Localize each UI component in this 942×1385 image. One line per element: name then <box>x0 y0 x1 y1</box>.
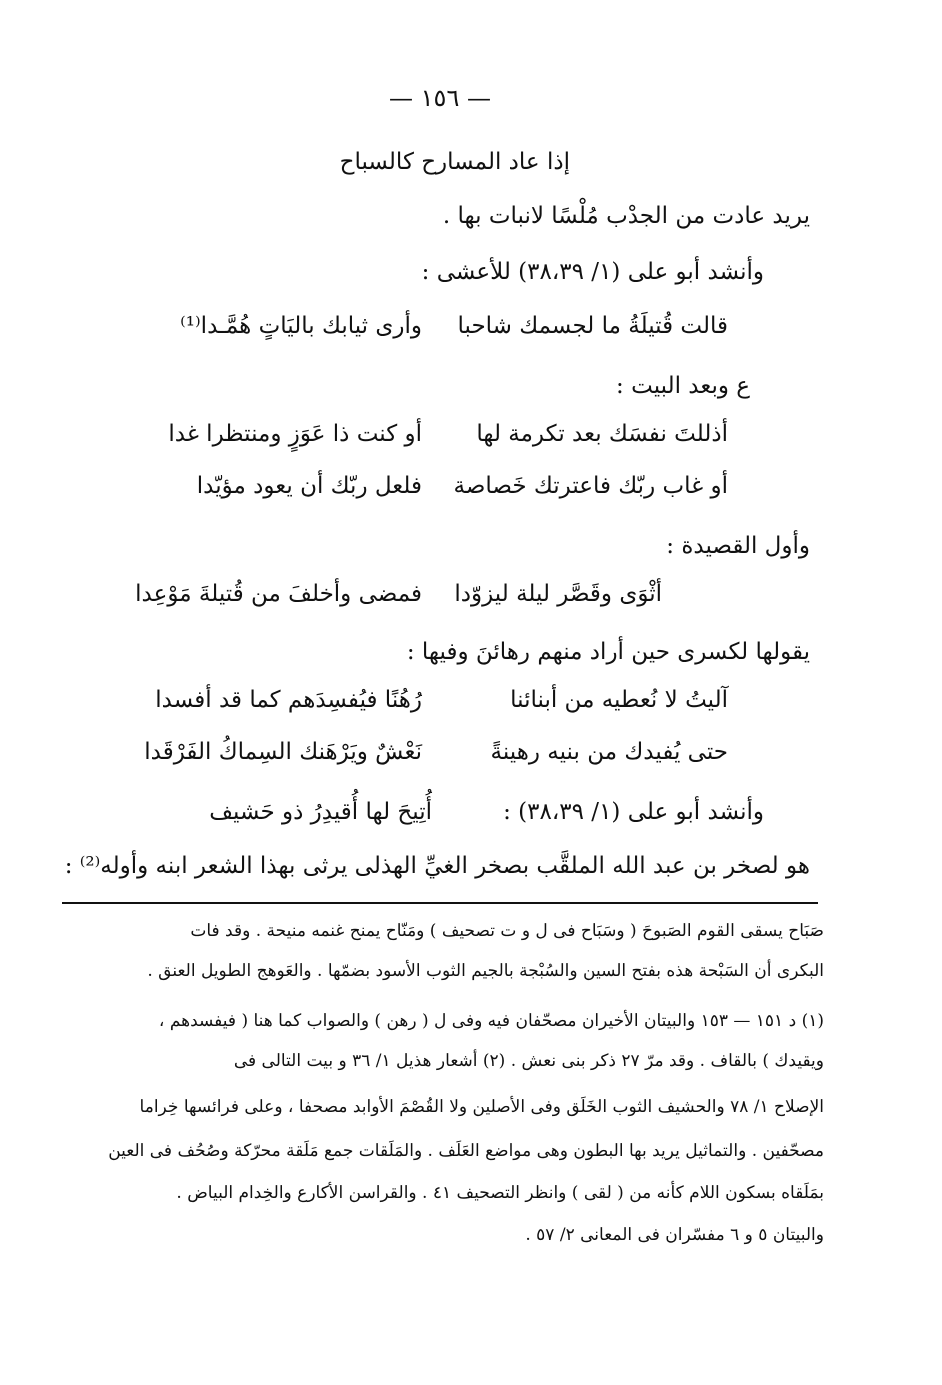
page-number: — ١٥٦ — <box>389 84 491 112</box>
verse-left: أو كنت ذا عَوَزٍ ومنتظرا غدا <box>168 421 422 447</box>
footnote-line: بمَلَقاه بسكون اللام كأنه من ( لقى ) وانظر التصحيف ٤١ . والقراسن الأكارع والخِدام البياض . <box>176 1183 824 1203</box>
verse-right: أذللتَ نفسَك بعد تكرمة لها <box>476 421 728 447</box>
footnote-line: والبيتان ٥ و ٦ مفسّران فى المعانى ٢/ ٥٧ . <box>525 1225 824 1245</box>
footnote-line: مصحّفين . والتماثيل يريد بها البطون وهى مواضع العَلَف . والمَلَقات جمع مَلَقة محرّكة وصُحُف فى العين <box>108 1141 824 1161</box>
verse-hemistich: أُتِيحَ لها أُقيدِرُ ذو حَشيف <box>209 799 432 825</box>
footnote-line: (١) د ١٥١ — ١٥٣ والبيتان الأخيران مصحّفان فيه وفى ل ( رهن ) والصواب كما هنا ( فيفسدهم ، <box>158 1011 824 1031</box>
verse-left: فمضى وأخلفَ من قُتيلةَ مَوْعِدا <box>135 581 422 607</box>
text-line: وأنشد أبو على (١/ ٣٨،٣٩) : <box>503 799 764 825</box>
footnote-divider <box>62 902 818 904</box>
verse-left: رُهُنًا فيُفسِدَهم كما قد أفسدا <box>155 687 422 713</box>
text-line: وأنشد أبو على (١/ ٣٨،٣٩) للأعشى : <box>421 259 764 285</box>
text-line: هو لصخر بن عبد الله الملقَّب بصخر الغيِّ الهذلى يرثى بهذا الشعر ابنه وأوله⁽²⁾ : <box>64 853 810 879</box>
verse-left: نَعْشٌ ويَرْهَنك السِماكُ الفَرْقَدا <box>144 739 422 765</box>
verse-left: فلعل ربّك أن يعود مؤيّدا <box>196 473 422 499</box>
footnote-line: الإصلاح ١/ ٧٨ والحشيف الثوب الخَلَق وفى الأصلين ولا القُصْمَ الأوابد مصحفا ، وعلى فرائسها خِراما <box>139 1097 824 1117</box>
footnote-line: البكرى أن السَبْحة هذه بفتح السين والسُبْجة بالجيم الثوب الأسود بضمّها . والعَوهج الطويل العنق . <box>147 961 824 981</box>
verse-right: أو غاب ربّك فاعترتك خَصاصة <box>453 473 728 499</box>
verse-right: آليتُ لا نُعطيه من أبنائنا <box>510 687 728 713</box>
footnote-line: صَبَاح يسقى القوم الصَبوحَ ( وسَبَاح فى ل و ت تصحيف ) ومَنّاح يمنح غنمه منيحة . وقد فات <box>190 921 824 941</box>
verse-hemistich: إذا عاد المسارح كالسباح <box>339 149 570 175</box>
verse-left: وأرى ثيابك باليَاتٍ هُمَّـدا⁽¹⁾ <box>180 313 422 339</box>
verse-right: قالت قُتيلَةُ ما لجسمك شاحبا <box>457 313 728 339</box>
verse-right: حتى يُفيدك من بنيه رهينةً <box>490 739 728 765</box>
text-line: يقولها لكسرى حين أراد منهم رهائنَ وفيها : <box>406 639 810 665</box>
text-line: وأول القصيدة : <box>666 533 810 559</box>
text-line: ع وبعد البيت : <box>616 373 750 399</box>
verse-right: أثْوَى وقَصَّر ليلة ليزوّدا <box>454 581 662 607</box>
text-line: يريد عادت من الجدْب مُلْسًا لانبات بها . <box>442 203 810 229</box>
footnote-line: ويقيدك ) بالقاف . وقد مرّ ٢٧ ذكر بنى نعش . (٢) أشعار هذيل ١/ ٣٦ و بيت التالى فى <box>233 1051 824 1071</box>
